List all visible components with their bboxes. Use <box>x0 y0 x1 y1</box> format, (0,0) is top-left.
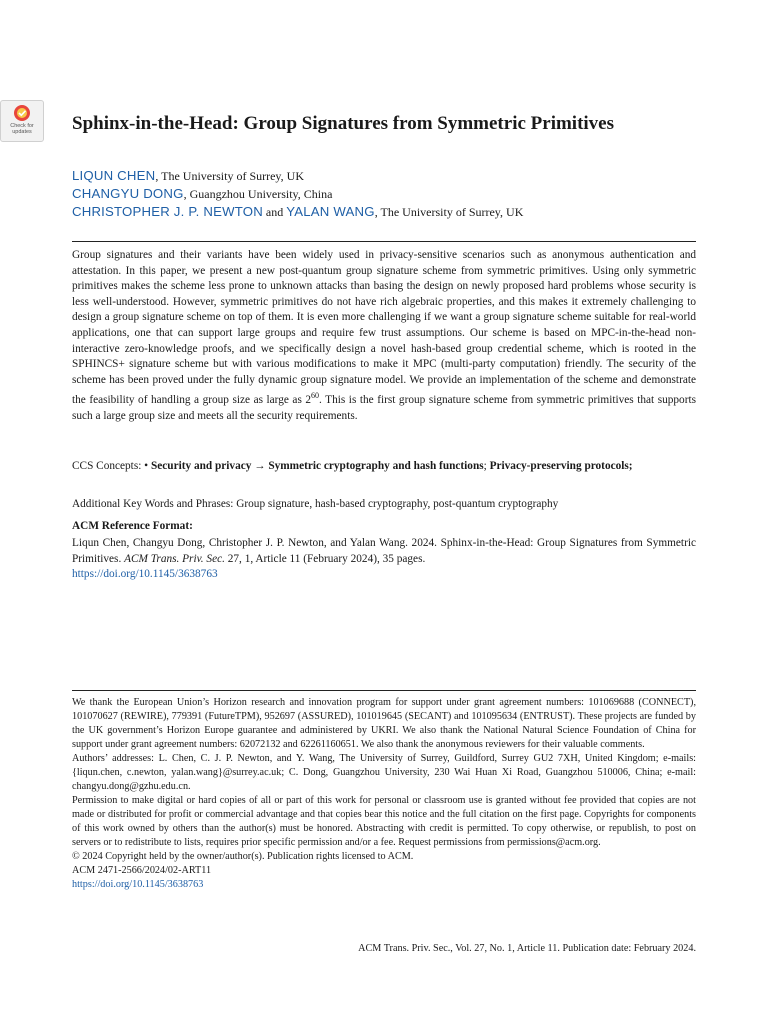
author-block <box>72 167 712 221</box>
author-affiliation: , The University of Surrey, UK <box>155 169 304 183</box>
ccs-label: CCS Concepts: • <box>72 460 151 472</box>
abstract-text: Group signatures and their variants have been widely used in privacy-sensitive scenarios such as anonymous authentication and attestation. In this paper, we present a new post-quantum group signature scheme from symmetric primitives. Using only symmetric primitives makes the scheme less prone to unknown attacks than basing the design on newly proposed hard problems whose security is less well-understood. However, symmetric primitives do not have rich algebraic properties, and this makes it extremely challenging to design a group signature scheme on top of them. It is even more challenging if we want a group signature scheme suitable for real-world applications, one that can support large groups and require few trust assumptions. Our scheme is based on MPC-in-the-head non-interactive zero-knowledge proofs, and we specifically design a novel hash-based group credential scheme, which is rooted in the SPHINCS+ signature scheme but with various modifications to make it MPC (multi-party computation) friendly. The security of the scheme has been proved under the fully dynamic group signature model. We provide an implementation of the scheme and demonstrate the feasibility of handling a group size as large as 2 <box>72 249 696 407</box>
copyright-note: © 2024 Copyright held by the owner/author(s). Publication rights licensed to ACM. <box>72 851 414 862</box>
badge-line-2: updates <box>12 129 32 135</box>
footnotes <box>72 696 696 892</box>
author-name-newton[interactable]: CHRISTOPHER J. P. NEWTON <box>72 204 263 219</box>
abstract-exponent: 60 <box>311 391 320 401</box>
author-line-1 <box>72 167 712 185</box>
footnote-divider <box>72 690 696 691</box>
author-affiliation: , Guangzhou University, China <box>183 187 333 201</box>
ccs-concept: Security and privacy <box>150 460 252 472</box>
footnote-doi-link[interactable]: https://doi.org/10.1145/3638763 <box>72 879 204 890</box>
check-updates-icon <box>13 104 31 122</box>
ccs-arrow: → <box>251 460 269 472</box>
reference-format <box>72 536 696 583</box>
reference-heading: ACM Reference Format: <box>72 520 193 532</box>
ccs-concept: Privacy-preserving protocols; <box>489 460 633 472</box>
author-addresses: Authors’ addresses: L. Chen, C. J. P. Newton, and Y. Wang, The University of Surrey, Guildford, Surrey GU2 7XH, United Kingdom; e-mails: {liqun.chen, c.newton, yalan.wang}@surrey.ac.uk; C. Dong, Guangzhou University, 230 Wai Huan Xi Road, Guangzhou 510006, China; e-mail: changyu.dong@gzhu.edu.cn. <box>72 753 696 792</box>
author-line-3 <box>72 203 712 221</box>
header-divider <box>72 241 696 242</box>
author-line-2 <box>72 185 712 203</box>
author-name-wang[interactable]: YALAN WANG <box>286 204 375 219</box>
author-affiliation: , The University of Surrey, UK <box>374 205 524 219</box>
running-footer: ACM Trans. Priv. Sec., Vol. 27, No. 1, Article 11. Publication date: February 2024. <box>358 943 696 954</box>
author-conjunction: and <box>262 205 287 219</box>
ccs-concept: Symmetric cryptography and hash functions <box>268 460 484 472</box>
doi-link[interactable]: https://doi.org/10.1145/3638763 <box>72 568 218 581</box>
badge-line-1: Check for <box>10 123 34 129</box>
permission-note: Permission to make digital or hard copies of all or part of this work for personal or classroom use is granted without fee provided that copies are not made or distributed for profit or commercial advantage and that copies bear this notice and the full citation on the first page. Copyrights for components of this work owned by others than the author(s) must be honored. Abstracting with credit is permitted. To copy otherwise, or republish, to post on servers or to redistribute to lists, requires prior specific permission and/or a fee. Request permissions from permissions@acm.org. <box>72 795 696 848</box>
paper-title: Sphinx-in-the-Head: Group Signatures from Symmetric Primitives <box>72 113 615 134</box>
abstract-text-end: . This is the first group signature scheme from symmetric primitives that supports such a large group size and meets all the security requirements. <box>72 394 696 422</box>
check-for-updates-badge[interactable] <box>0 100 44 142</box>
issn-note: ACM 2471-2566/2024/02-ART11 <box>72 865 212 876</box>
funding-note: We thank the European Union’s Horizon research and innovation program for support under grant agreement numbers: 101069688 (CONNECT), 101070627 (REWIRE), 779391 (FutureTPM), 952697 (ASSURED), 101019645 (SECANT) and 101095634 (ENTRUST). These projects are funded by the UK government’s Horizon Europe guarantee and administered by UKRI. We also thank the National Natural Science Foundation of China for support under grant agreement numbers: 62072132 and 62261160651. We also thank the anonymous reviewers for their valuable comments. <box>72 697 696 750</box>
ccs-concepts <box>72 459 696 475</box>
author-name-dong[interactable]: CHANGYU DONG <box>72 186 184 201</box>
keywords: Additional Key Words and Phrases: Group signature, hash-based cryptography, post-quantum cryptography <box>72 498 559 510</box>
reference-text-end: 27, 1, Article 11 (February 2024), 35 pages. <box>224 552 426 565</box>
reference-text: Liqun Chen, Changyu Dong, Christopher J. P. Newton, and Yalan Wang. 2024. Sphinx-in-the-Head: Group Signatures from Symmetric Primitives. <box>72 537 696 565</box>
abstract <box>72 248 696 424</box>
author-name-chen[interactable]: LIQUN CHEN <box>72 168 156 183</box>
reference-journal: ACM Trans. Priv. Sec. <box>124 552 225 565</box>
ccs-separator: ; <box>483 460 490 472</box>
